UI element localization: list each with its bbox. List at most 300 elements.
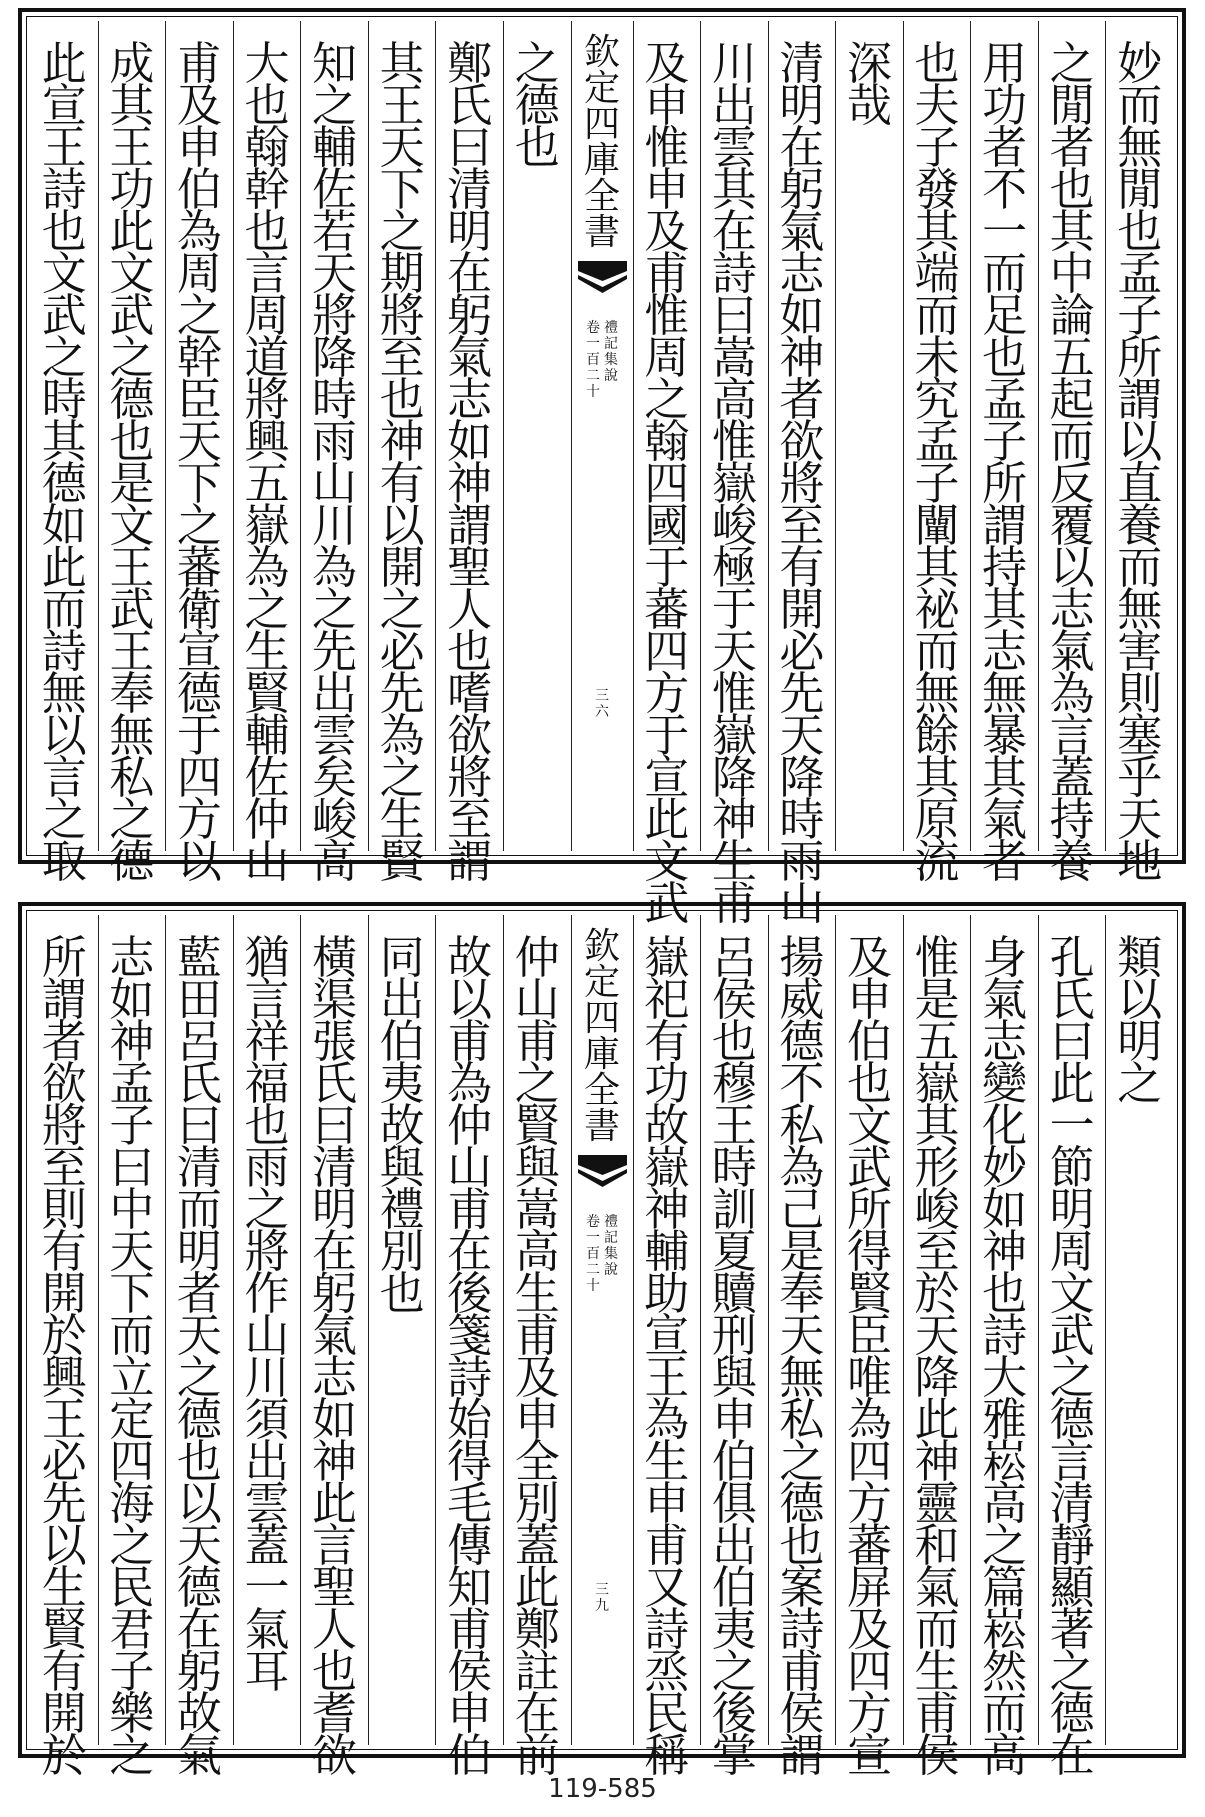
glyph: 禮 [379, 1183, 425, 1236]
text-column [970, 915, 1038, 1782]
column-text [1039, 37, 1106, 888]
glyph: 原 [914, 793, 960, 846]
glyph: 其 [41, 415, 87, 468]
glyph: 將 [244, 373, 290, 426]
glyph: 及 [514, 1351, 560, 1404]
glyph: 氏 [1049, 973, 1095, 1026]
glyph: 伯 [447, 1729, 493, 1782]
glyph: 而 [914, 1603, 960, 1656]
glyph: 私 [109, 751, 155, 804]
glyph: 至 [779, 499, 825, 552]
glyph: 降 [914, 1351, 960, 1404]
glyph: 故 [379, 1099, 425, 1152]
glyph: 必 [41, 1435, 87, 1488]
glyph: 故 [447, 931, 493, 984]
glyph: 也 [447, 625, 493, 678]
glyph: 著 [1049, 1603, 1095, 1656]
glyph: 德 [109, 373, 155, 426]
glyph: 宣 [41, 79, 87, 132]
glyph: 及 [644, 205, 690, 258]
glyph: 定 [583, 962, 620, 1003]
glyph: 也 [846, 1057, 892, 1110]
glyph: 伯 [846, 1015, 892, 1068]
glyph: 與 [711, 1351, 757, 1404]
glyph: 侯 [711, 973, 757, 1026]
top-page [18, 8, 1186, 930]
glyph: 註 [514, 1645, 560, 1698]
glyph: 大 [244, 37, 290, 90]
glyph: 五 [1049, 331, 1095, 384]
spine-leaf-number [572, 689, 633, 721]
glyph: 所 [41, 931, 87, 984]
glyph: 方 [644, 667, 690, 720]
glyph: 其 [982, 583, 1028, 636]
glyph: 極 [711, 541, 757, 594]
glyph: 時 [312, 373, 358, 426]
column-text [369, 37, 436, 888]
glyph: 明 [779, 79, 825, 132]
glyph: 文 [41, 247, 87, 300]
glyph: 詩 [41, 625, 87, 678]
glyph: 神 [447, 457, 493, 510]
text-column [700, 21, 768, 930]
glyph: 謂 [779, 1729, 825, 1782]
column-text [769, 37, 836, 930]
text-column [435, 21, 503, 888]
glyph: 伯 [176, 163, 222, 216]
glyph: 君 [109, 1603, 155, 1656]
glyph: 氏 [312, 1057, 358, 1110]
glyph: 助 [644, 1267, 690, 1320]
glyph: 呂 [176, 1015, 222, 1068]
text-column [1038, 915, 1106, 1782]
glyph: 言 [312, 1519, 358, 1572]
glyph: 子 [1117, 289, 1163, 342]
glyph: 嵩 [514, 1183, 560, 1236]
glyph: 躬 [447, 289, 493, 342]
glyph: 故 [644, 1099, 690, 1152]
glyph: 者 [982, 121, 1028, 174]
glyph: 山 [312, 457, 358, 510]
glyph: 所 [982, 457, 1028, 510]
glyph: 神 [379, 415, 425, 468]
glyph: 清 [779, 37, 825, 90]
text-column [435, 915, 503, 1782]
glyph: 蕃 [846, 1519, 892, 1572]
glyph: 究 [914, 373, 960, 426]
glyph: 在 [779, 121, 825, 174]
column-text [634, 37, 701, 930]
glyph: 猶 [244, 931, 290, 984]
glyph: 三 [595, 688, 609, 704]
glyph: 也 [711, 1015, 757, 1068]
glyph: 武 [1049, 1309, 1095, 1362]
glyph: 呂 [711, 931, 757, 984]
glyph: 和 [914, 1519, 960, 1572]
glyph: 聖 [312, 1561, 358, 1614]
glyph: 德 [779, 1477, 825, 1530]
glyph: 有 [644, 1015, 690, 1068]
glyph: 之 [109, 793, 155, 846]
text-column [1105, 21, 1173, 888]
glyph: 橫 [312, 931, 358, 984]
glyph: 侯 [447, 1645, 493, 1698]
glyph: 如 [779, 289, 825, 342]
glyph: 輔 [244, 709, 290, 762]
glyph: 無 [779, 1351, 825, 1404]
glyph: 嗜 [447, 667, 493, 720]
glyph: 雨 [312, 415, 358, 468]
glyph: 臣 [176, 373, 222, 426]
glyph: 出 [711, 79, 757, 132]
column-text [1106, 931, 1173, 1110]
glyph: 其 [711, 163, 757, 216]
glyph: 庫 [583, 1034, 620, 1075]
spine-info [572, 1215, 633, 1295]
glyph: 夫 [914, 79, 960, 132]
glyph: 也 [1049, 163, 1095, 216]
glyph: 妙 [1117, 37, 1163, 90]
glyph: 將 [379, 289, 425, 342]
glyph: 孟 [982, 373, 1028, 426]
glyph: 闡 [914, 499, 960, 552]
glyph: 中 [109, 1183, 155, 1236]
glyph: 川 [711, 37, 757, 90]
glyph: 生 [244, 625, 290, 678]
glyph: 於 [914, 1267, 960, 1320]
glyph: 全 [583, 1070, 620, 1111]
glyph: 子 [982, 415, 1028, 468]
glyph: 之 [514, 37, 560, 90]
glyph: 之 [312, 79, 358, 132]
glyph: 此 [41, 37, 87, 90]
glyph: 甫 [711, 877, 757, 930]
glyph: 德 [176, 1393, 222, 1446]
glyph: 欲 [447, 709, 493, 762]
glyph: 有 [41, 1225, 87, 1278]
glyph: 宣 [846, 1729, 892, 1782]
glyph: 有 [379, 457, 425, 510]
glyph: 卷 [586, 320, 600, 336]
glyph: 惟 [644, 289, 690, 342]
glyph: 氣 [982, 973, 1028, 1026]
glyph: 者 [779, 373, 825, 426]
glyph: 其 [982, 751, 1028, 804]
glyph: 氏 [447, 79, 493, 132]
glyph: 之 [176, 499, 222, 552]
glyph: 曰 [1049, 1015, 1095, 1068]
glyph: 然 [982, 1645, 1028, 1698]
glyph: 峻 [914, 1183, 960, 1236]
glyph: 謂 [982, 499, 1028, 552]
glyph: 及 [176, 79, 222, 132]
glyph: 也 [982, 1267, 1028, 1320]
glyph: 夷 [379, 1057, 425, 1110]
glyph: 禮 [604, 320, 618, 336]
glyph: 故 [176, 1687, 222, 1740]
glyph: 之 [244, 1183, 290, 1236]
glyph: 甫 [914, 1687, 960, 1740]
glyph: 記 [604, 1230, 618, 1246]
glyph: 詩 [779, 1603, 825, 1656]
glyph: 人 [447, 583, 493, 636]
glyph: 山 [447, 1141, 493, 1194]
glyph: 神 [109, 1015, 155, 1068]
glyph: 躬 [176, 1645, 222, 1698]
glyph: 將 [41, 1099, 87, 1152]
glyph: 毛 [447, 1477, 493, 1530]
glyph: 如 [312, 1393, 358, 1446]
glyph: 雲 [711, 121, 757, 174]
column-text [99, 931, 166, 1782]
glyph: 直 [1117, 457, 1163, 510]
glyph: 有 [41, 1645, 87, 1698]
glyph: 躬 [779, 163, 825, 216]
glyph: 四 [846, 1645, 892, 1698]
glyph: 也 [779, 1519, 825, 1572]
glyph: 天 [176, 1309, 222, 1362]
glyph: 而 [982, 247, 1028, 300]
glyph: 者 [982, 835, 1028, 888]
glyph: 功 [982, 79, 1028, 132]
glyph: 生 [644, 1435, 690, 1488]
column-text [701, 931, 768, 1782]
glyph: 為 [846, 1393, 892, 1446]
glyph: 若 [312, 205, 358, 258]
glyph: 仲 [514, 931, 560, 984]
glyph: 侯 [779, 1687, 825, 1740]
glyph: 也 [109, 415, 155, 468]
column-text [31, 931, 98, 1782]
glyph: 也 [244, 205, 290, 258]
glyph: 于 [176, 709, 222, 762]
glyph: 神 [982, 1225, 1028, 1278]
glyph: 至 [379, 331, 425, 384]
glyph: 王 [109, 625, 155, 678]
glyph: 之 [109, 331, 155, 384]
text-column [98, 915, 166, 1782]
glyph: 祕 [914, 583, 960, 636]
glyph: 孟 [914, 415, 960, 468]
glyph: 山 [514, 973, 560, 1026]
glyph: 養 [1117, 499, 1163, 552]
glyph: 輔 [312, 121, 358, 174]
glyph: 而 [176, 1183, 222, 1236]
glyph: 也 [514, 121, 560, 174]
glyph: 生 [379, 793, 425, 846]
glyph: 雲 [312, 709, 358, 762]
glyph: 下 [176, 457, 222, 510]
glyph: 之 [41, 793, 87, 846]
glyph: 不 [779, 1057, 825, 1110]
glyph: 申 [644, 79, 690, 132]
glyph: 無 [41, 667, 87, 720]
glyph: 其 [1049, 205, 1095, 258]
glyph: 申 [711, 1393, 757, 1446]
glyph: 訓 [711, 1183, 757, 1236]
column-text [971, 931, 1038, 1782]
glyph: 詩 [447, 1351, 493, 1404]
glyph: 者 [41, 1015, 87, 1068]
glyph: 開 [41, 1267, 87, 1320]
glyph: 為 [244, 541, 290, 594]
text-column [768, 915, 836, 1782]
glyph: 深 [846, 37, 892, 90]
glyph: 化 [982, 1099, 1028, 1152]
glyph: 此 [914, 1393, 960, 1446]
glyph: 所 [846, 1183, 892, 1236]
text-column [768, 21, 836, 930]
glyph: 一 [586, 1230, 600, 1246]
glyph: 謂 [1117, 373, 1163, 426]
glyph: 私 [779, 1393, 825, 1446]
glyph: 田 [176, 973, 222, 1026]
glyph: 之 [1049, 1351, 1095, 1404]
glyph: 烝 [644, 1645, 690, 1698]
glyph: 地 [1117, 835, 1163, 888]
column-text [234, 931, 301, 1698]
glyph: 耳 [244, 1645, 290, 1698]
glyph: 明 [1049, 1183, 1095, 1236]
glyph: 明 [312, 1183, 358, 1236]
glyph: 得 [846, 1225, 892, 1278]
column-text [504, 931, 571, 1782]
glyph: 也 [379, 1267, 425, 1320]
glyph: 衛 [176, 583, 222, 636]
glyph: 明 [447, 205, 493, 258]
glyph: 書 [583, 212, 620, 253]
glyph: 之 [644, 373, 690, 426]
glyph: 天 [1117, 793, 1163, 846]
glyph: 甫 [514, 1015, 560, 1068]
glyph: 始 [447, 1393, 493, 1446]
text-column [300, 21, 368, 888]
glyph: 王 [644, 1351, 690, 1404]
glyph: 矣 [312, 751, 358, 804]
glyph: 高 [982, 1729, 1028, 1782]
glyph: 將 [779, 457, 825, 510]
glyph: 宣 [644, 1309, 690, 1362]
glyph: 清 [176, 1141, 222, 1194]
glyph: 道 [244, 331, 290, 384]
glyph: 躬 [312, 1267, 358, 1320]
glyph: 如 [41, 499, 87, 552]
spine-volume [585, 321, 601, 401]
glyph: 王 [109, 541, 155, 594]
glyph: 謂 [447, 499, 493, 552]
glyph: 足 [982, 289, 1028, 342]
glyph: 靈 [914, 1477, 960, 1530]
spine-info [572, 321, 633, 401]
glyph: 穆 [711, 1057, 757, 1110]
glyph: 至 [41, 1141, 87, 1194]
glyph: 甫 [447, 1015, 493, 1068]
glyph: 王 [109, 121, 155, 174]
glyph: 之 [312, 583, 358, 636]
glyph: 出 [244, 1435, 290, 1488]
glyph: 而 [914, 625, 960, 678]
glyph: 所 [1117, 331, 1163, 384]
column-text [836, 37, 903, 132]
glyph: 則 [1117, 667, 1163, 720]
glyph: 如 [447, 415, 493, 468]
glyph: 耆 [312, 1687, 358, 1740]
glyph: 欲 [312, 1729, 358, 1782]
glyph: 至 [914, 1225, 960, 1278]
glyph: 立 [109, 1351, 155, 1404]
glyph: 奉 [779, 1267, 825, 1320]
glyph: 子 [109, 1099, 155, 1152]
glyph: 庫 [583, 140, 620, 181]
glyph: 甫 [447, 1603, 493, 1656]
glyph: 武 [109, 583, 155, 636]
glyph: 出 [711, 1519, 757, 1572]
glyph: 孔 [1049, 931, 1095, 984]
glyph: 將 [312, 289, 358, 342]
glyph: 山 [244, 1309, 290, 1362]
glyph: 清 [1049, 1477, 1095, 1530]
column-text [369, 931, 436, 1320]
glyph: 惟 [711, 667, 757, 720]
glyph: 與 [514, 1141, 560, 1194]
glyph: 起 [1049, 373, 1095, 426]
glyph: 賢 [41, 1603, 87, 1656]
glyph: 曰 [312, 1099, 358, 1152]
glyph: 四 [583, 998, 620, 1039]
glyph: 伯 [711, 1561, 757, 1614]
glyph: 降 [711, 751, 757, 804]
glyph: 甫 [644, 1519, 690, 1572]
glyph: 欲 [41, 1057, 87, 1110]
glyph: 案 [779, 1561, 825, 1614]
glyph: 賢 [514, 1099, 560, 1152]
column-text [634, 931, 701, 1782]
glyph: 仲 [447, 1099, 493, 1152]
glyph: 在 [1049, 1729, 1095, 1782]
glyph: 德 [41, 457, 87, 510]
glyph: 以 [41, 709, 87, 762]
glyph: 妙 [982, 1141, 1028, 1194]
text-column [368, 915, 436, 1745]
text-column [903, 915, 971, 1782]
glyph: 作 [244, 1267, 290, 1320]
glyph: 說 [604, 1262, 618, 1278]
glyph: 無 [1117, 121, 1163, 174]
glyph: 是 [779, 1225, 825, 1278]
glyph: 以 [176, 1477, 222, 1530]
glyph: 須 [244, 1393, 290, 1446]
glyph: 是 [914, 973, 960, 1026]
glyph: 峻 [312, 793, 358, 846]
glyph: 志 [982, 625, 1028, 678]
glyph: 揚 [779, 931, 825, 984]
glyph: 發 [914, 163, 960, 216]
column-text [436, 931, 503, 1782]
glyph: 又 [644, 1561, 690, 1614]
glyph: 一 [586, 336, 600, 352]
glyph: 賢 [244, 667, 290, 720]
glyph: 其 [109, 79, 155, 132]
glyph: 生 [914, 1645, 960, 1698]
glyph: 子 [109, 1645, 155, 1698]
glyph: 言 [1049, 709, 1095, 762]
glyph: 生 [514, 1267, 560, 1320]
glyph: 高 [982, 1477, 1028, 1530]
glyph: 養 [1049, 835, 1095, 888]
glyph: 氣 [244, 1603, 290, 1656]
glyph: 志 [312, 1351, 358, 1404]
glyph: 德 [1049, 1393, 1095, 1446]
